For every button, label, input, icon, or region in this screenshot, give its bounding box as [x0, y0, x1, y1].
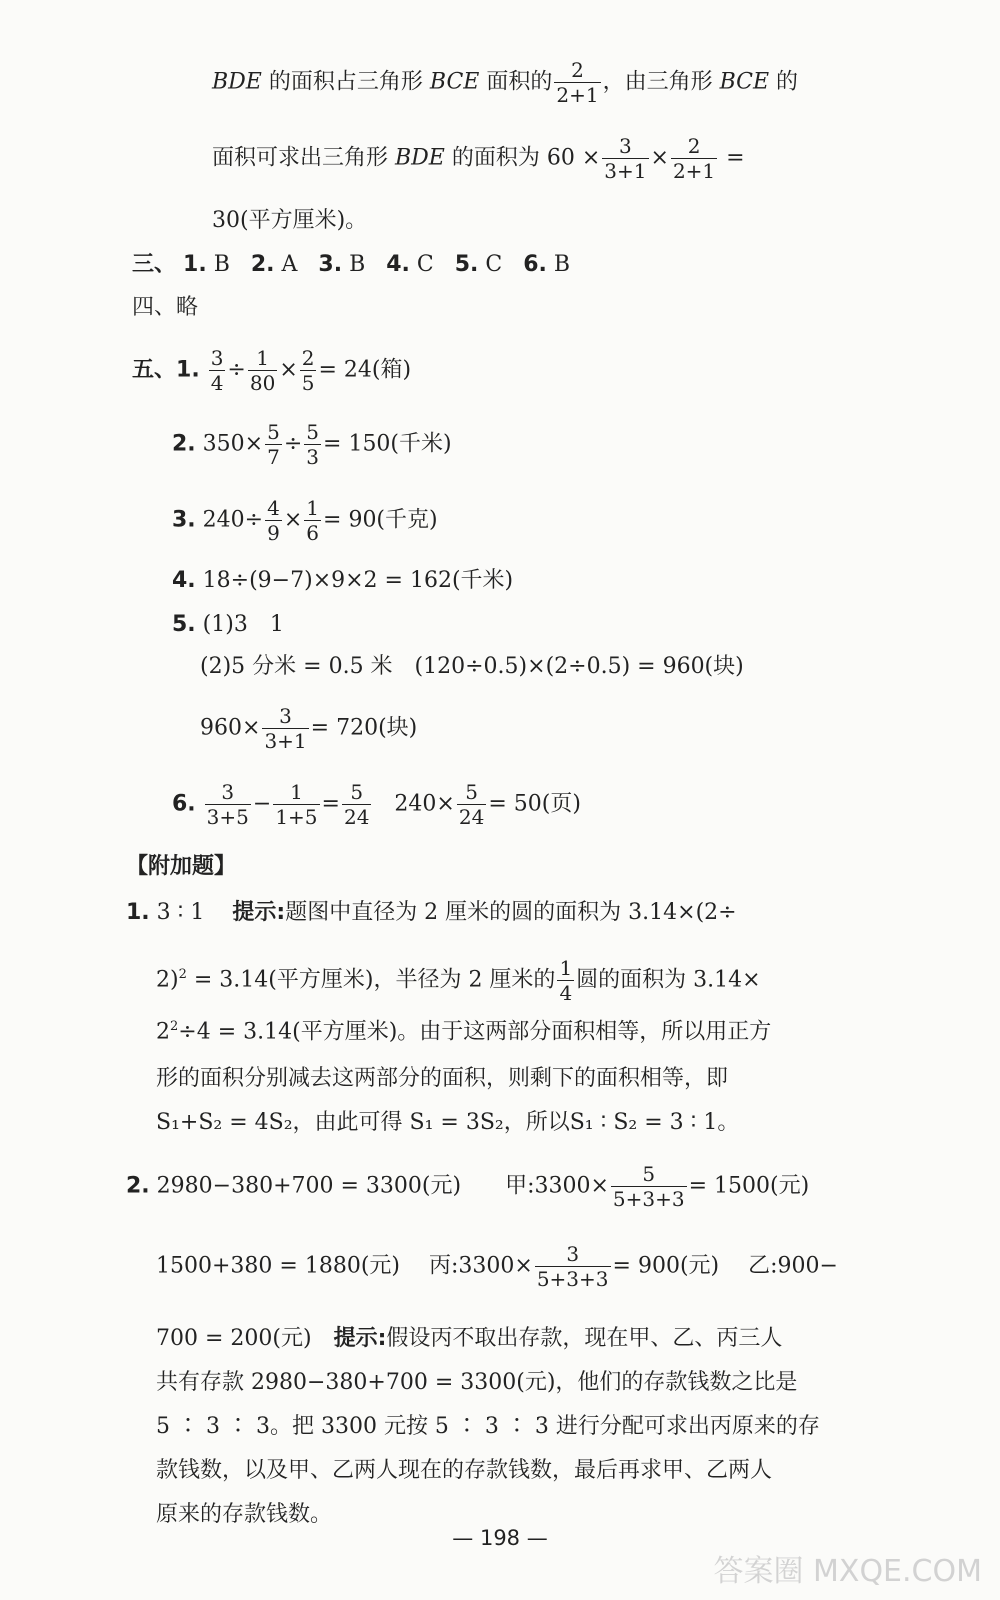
text: 假设丙不取出存款，现在甲、乙、丙三人 [386, 1326, 783, 1351]
section-title: 【附加题】 [126, 854, 237, 879]
fraction [304, 422, 321, 467]
numerator: 5 [350, 780, 364, 804]
item-number: 2. [172, 431, 196, 457]
extra-p1-line2 [156, 958, 761, 1003]
hint-label: 提示: [333, 1326, 387, 1351]
text-line [200, 706, 417, 751]
denominator: 4 [559, 981, 573, 1005]
answer: B [213, 252, 230, 277]
exponent: 2 [178, 967, 187, 983]
denominator: 24 [458, 805, 485, 829]
numerator: 4 [267, 496, 280, 520]
fraction [535, 1244, 611, 1289]
numerator: 3 [279, 704, 292, 728]
item-number: 2. [250, 252, 275, 277]
text-line: (2)5 分米 = 0.5 米 (120÷0.5)×(2÷0.5) = 960(块) [200, 654, 744, 679]
text: 700 = 200(元) [156, 1326, 334, 1351]
exponent: 2 [170, 1019, 179, 1034]
section-four: 四、略 [132, 295, 199, 320]
numerator: 3 [210, 346, 224, 370]
extra-p1-line4: 形的面积分别减去这两部分的面积，则剩下的面积相等，即 [156, 1066, 729, 1091]
extra-p2-line3 [156, 1328, 782, 1350]
extra-p2-line1 [126, 1164, 809, 1209]
numerator: 1 [559, 956, 573, 980]
text: × [650, 145, 669, 171]
text: ÷4 = 3.14(平方厘米)。由于这两部分面积相等，所以用正方 [178, 1019, 772, 1045]
numerator: 1 [256, 346, 269, 370]
text: BCE [719, 69, 770, 95]
numerator: 1 [290, 780, 303, 804]
fraction [671, 136, 717, 181]
answer: B [349, 252, 366, 277]
denominator: 3+1 [264, 729, 307, 753]
denominator: 80 [249, 371, 276, 395]
extra-p2-line5: 5 ∶ 3 ∶ 3。把 3300 元按 5 ∶ 3 ∶ 3 进行分配可求出丙原来的存 [156, 1414, 820, 1439]
item-number: 1. [183, 252, 207, 277]
answer: A [281, 252, 298, 277]
text: ，由三角形 [602, 69, 720, 95]
fraction [611, 1164, 687, 1209]
denominator: 2+1 [672, 159, 716, 183]
fraction [554, 60, 600, 105]
text: BDE [212, 69, 262, 95]
answer: C [485, 252, 503, 277]
extra-p2-line6: 款钱数，以及甲、乙两人现在的存款钱数，最后再求甲、乙两人 [156, 1458, 773, 1483]
fraction [265, 422, 282, 467]
numerator: 2 [687, 134, 701, 158]
fraction [602, 136, 648, 181]
numerator: 3 [619, 134, 632, 158]
text: 的面积为 60 × [444, 145, 601, 171]
text: 240÷ [202, 507, 264, 533]
text: 圆的面积为 3.14× [576, 967, 761, 993]
item-number: 2. [126, 1173, 150, 1199]
item-number: 4. [172, 568, 196, 593]
denominator: 2+1 [556, 83, 599, 107]
item-number: 5. [454, 252, 479, 277]
result: = 720(块) [310, 715, 418, 741]
text: = 3.14(平方厘米)，半径为 2 厘米的 [186, 967, 556, 993]
answer: 3 ∶ 1 [156, 900, 205, 925]
item-number: 3. [318, 252, 343, 277]
extra-p2-line2 [156, 1244, 838, 1289]
text: 面积的 [479, 69, 553, 95]
item-number: 6. [172, 791, 196, 817]
result: = 90(千克) [323, 507, 438, 533]
fraction [205, 782, 251, 827]
text: 350× [202, 431, 264, 457]
fraction [300, 348, 317, 393]
fraction [262, 706, 308, 751]
text-line [212, 136, 745, 181]
section-label: 五、 [132, 357, 177, 383]
extra-p1-line3 [156, 1020, 771, 1043]
numerator: 2 [301, 346, 315, 370]
section-three [132, 254, 570, 276]
result: = 24(箱) [318, 357, 412, 383]
text: BCE [429, 69, 480, 95]
section-five-q1 [132, 348, 411, 393]
denominator: 3+5 [206, 805, 249, 829]
denominator: 4 [210, 371, 224, 395]
numerator: 1 [306, 496, 320, 520]
item-number: 4. [386, 252, 410, 277]
text: 2 [156, 1019, 170, 1045]
answer: B [553, 252, 571, 277]
denominator: 9 [267, 521, 280, 545]
operator: × [283, 507, 303, 533]
text: = 900(元) 乙:900− [612, 1253, 838, 1279]
text: 2980−380+700 = 3300(元) 甲:3300× [156, 1173, 609, 1199]
text: 的面积占三角形 [261, 69, 430, 95]
extra-p2-line7: 原来的存款钱数。 [156, 1502, 333, 1527]
text: = 1500(元) [688, 1173, 810, 1199]
numerator: 3 [566, 1242, 580, 1266]
numerator: 3 [221, 780, 235, 804]
fraction [265, 498, 282, 543]
numerator: 5 [267, 420, 280, 444]
denominator: 6 [306, 521, 320, 545]
text: 题图中直径为 2 厘米的圆的面积为 3.14×(2÷ [285, 900, 737, 925]
fraction [342, 782, 371, 827]
denominator: 5+3+3 [612, 1187, 685, 1211]
fraction [209, 348, 226, 393]
fraction [273, 782, 319, 827]
denominator: 7 [267, 445, 280, 469]
text: 1500+380 = 1880(元) 丙:3300× [156, 1253, 533, 1279]
extra-p1-line1 [126, 902, 737, 924]
text: = [719, 145, 745, 171]
denominator: 3+1 [604, 159, 647, 183]
section-five-q6 [172, 782, 581, 827]
extra-p1-line5: S₁+S₂ = 4S₂，由此可得 S₁ = 3S₂，所以S₁ ∶ S₂ = 3 ∶ 1。 [156, 1110, 740, 1135]
item-number: 6. [523, 252, 547, 277]
item-number: 1. [126, 900, 150, 925]
denominator: 1+5 [275, 805, 318, 829]
operator: ÷ [283, 431, 303, 457]
fraction [557, 958, 574, 1003]
result: = 150(千米) [323, 431, 452, 457]
denominator: 5 [301, 371, 315, 395]
item-number: 5. [172, 612, 196, 637]
text: 240× [394, 791, 455, 817]
denominator: 5+3+3 [536, 1267, 609, 1291]
fraction [457, 782, 486, 827]
section-label: 三、 [132, 252, 177, 277]
watermark: 答案圈 MXQE.COM [713, 1554, 982, 1589]
text: 的 [769, 69, 799, 95]
item-number: 3. [172, 507, 196, 533]
numerator: 5 [465, 780, 478, 804]
fraction [304, 498, 321, 543]
text: BDE [395, 145, 445, 171]
section-five-q2 [172, 422, 452, 467]
text: 面积可求出三角形 [212, 145, 395, 171]
item-number: 1. [176, 357, 200, 383]
numerator: 5 [642, 1162, 656, 1186]
fraction [248, 348, 277, 393]
operator: − [252, 791, 272, 817]
denominator: 24 [343, 805, 370, 829]
section-five-q4 [172, 570, 513, 592]
hint-label: 提示: [232, 900, 286, 925]
section-five-q3 [172, 498, 438, 543]
text: (1)3 1 [202, 612, 284, 637]
operator: = [321, 791, 340, 817]
denominator: 3 [306, 445, 320, 469]
text-line: 30(平方厘米)。 [212, 208, 368, 233]
answer: C [416, 252, 434, 277]
operator: ÷ [227, 357, 246, 383]
text: 2) [156, 967, 179, 993]
operator: × [279, 357, 298, 383]
text: 960× [200, 715, 261, 741]
page-number: — 198 — [452, 1526, 548, 1550]
numerator: 2 [571, 58, 584, 82]
result: = 50(页) [488, 791, 581, 817]
text: 18÷(9−7)×9×2 = 162(千米) [202, 568, 514, 593]
numerator: 5 [306, 420, 320, 444]
extra-p2-line4: 共有存款 2980−380+700 = 3300(元)，他们的存款钱数之比是 [156, 1370, 798, 1395]
text-line [212, 60, 798, 105]
section-five-q5 [172, 614, 284, 636]
